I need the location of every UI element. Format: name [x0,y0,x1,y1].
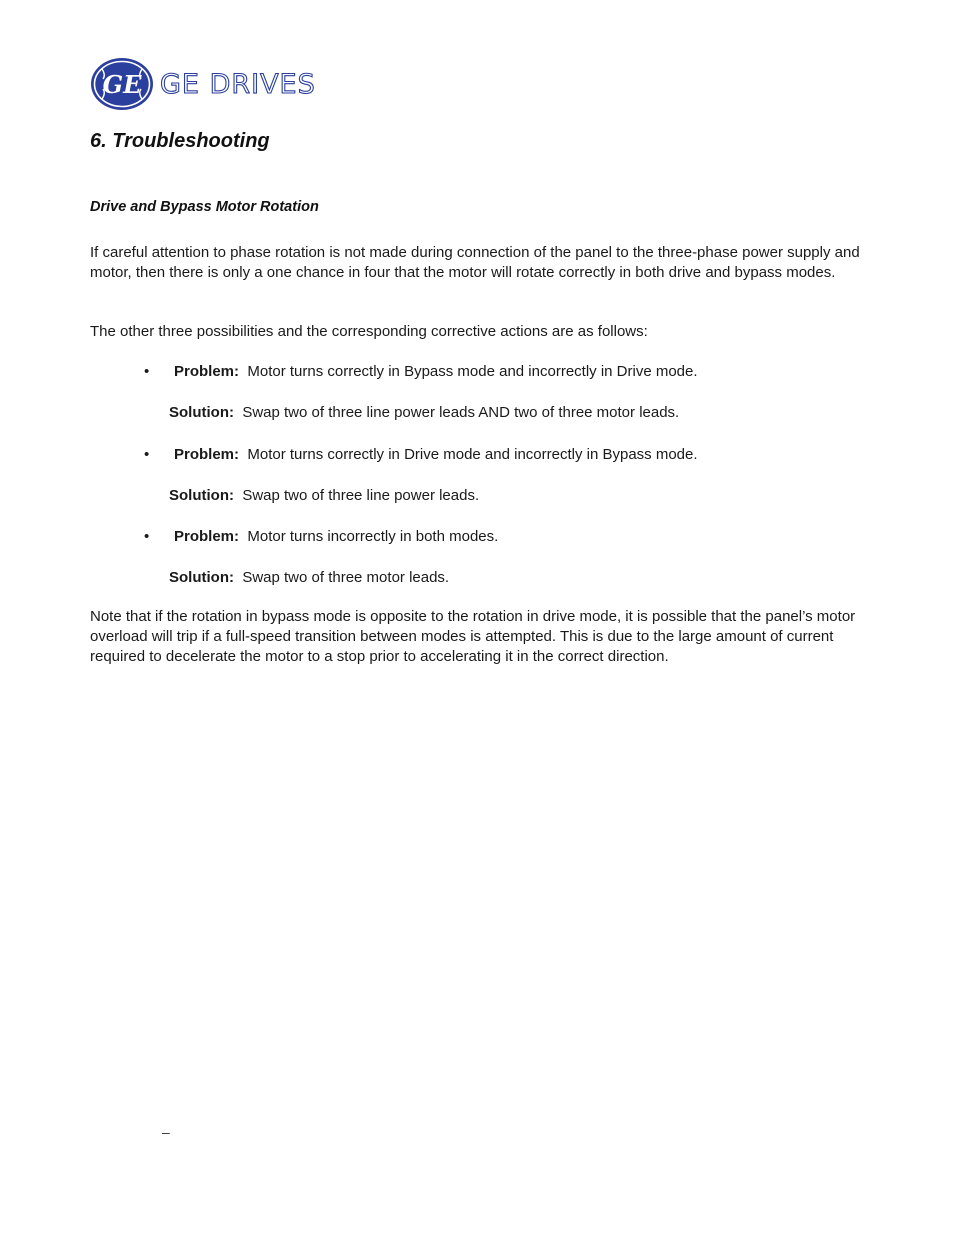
solution-item [169,486,479,506]
problem-label: Problem: [174,528,240,545]
subheading: Drive and Bypass Motor Rotation [90,199,319,215]
footer-mark: – [162,1124,170,1140]
problem-item [144,445,698,465]
svg-text:GE: GE [102,70,142,99]
solution-text: Swap two of three line power leads AND two of three motor leads. [242,404,680,421]
problem-text: Motor turns correctly in Bypass mode and incorrectly in Drive mode. [247,363,698,380]
solution-label: Solution: [169,404,234,421]
bullet-icon: • [144,363,150,380]
solution-item [169,568,449,588]
logo-wordmark: GE DRIVES [160,68,316,100]
solution-item [169,403,679,423]
section-title: 6. Troubleshooting [90,130,270,152]
solution-text: Swap two of three line power leads. [242,487,480,504]
intro-paragraph: If careful attention to phase rotation is not made during connection of the panel to the three-phase power supply and motor, then there is only a one chance in four that the motor will rotate correctly in both drive and bypass modes. [90,244,860,281]
problem-text: Motor turns incorrectly in both modes. [247,528,499,545]
problem-label: Problem: [174,446,240,463]
ge-drives-logo [90,56,316,112]
possibilities-paragraph: The other three possibilities and the corresponding corrective actions are as follows: [90,323,648,340]
note-paragraph: Note that if the rotation in bypass mode is opposite to the rotation in drive mode, it is possible that the panel’s motor overload will trip if a full-speed transition between modes is attempted. This is due to the large amount of current required to decelerate the motor to a stop prior to accelerating it in the correct direction. [90,608,856,665]
problem-item [144,362,698,382]
problem-item [144,527,498,547]
problem-text: Motor turns correctly in Drive mode and incorrectly in Bypass mode. [247,446,698,463]
solution-label: Solution: [169,487,234,504]
bullet-icon: • [144,446,150,463]
solution-label: Solution: [169,569,234,586]
problem-label: Problem: [174,363,240,380]
ge-monogram-icon [90,57,154,111]
solution-text: Swap two of three motor leads. [242,569,450,586]
bullet-icon: • [144,528,150,545]
